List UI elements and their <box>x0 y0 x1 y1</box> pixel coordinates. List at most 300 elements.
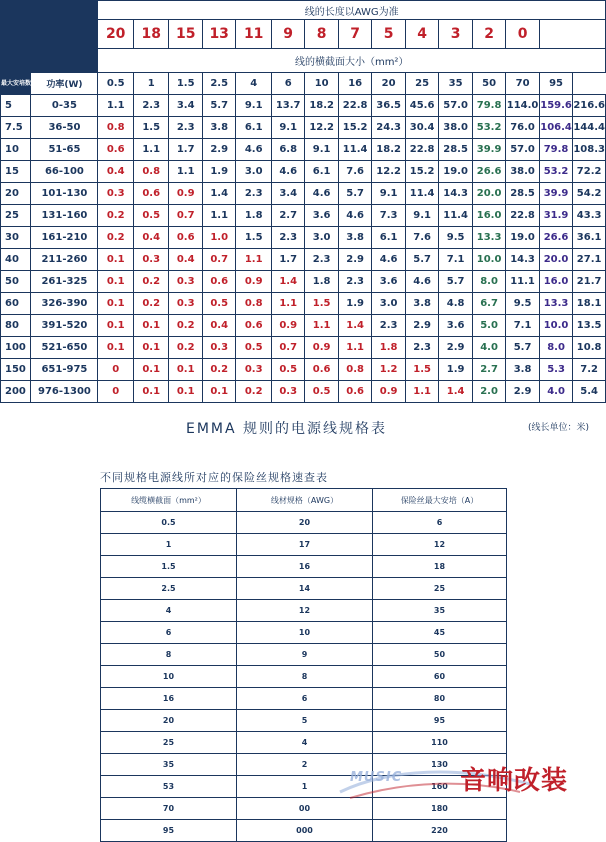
fuse-area: 35 <box>101 754 237 776</box>
length-value: 1.1 <box>305 315 338 337</box>
length-value: 15.2 <box>338 117 371 139</box>
length-value: 2.0 <box>472 381 505 403</box>
length-value: 1.5 <box>133 117 169 139</box>
length-value: 38.0 <box>439 117 472 139</box>
length-value: 3.4 <box>271 183 304 205</box>
length-value: 0.6 <box>169 227 202 249</box>
length-value: 9.5 <box>506 293 539 315</box>
length-value: 4.0 <box>472 337 505 359</box>
length-value: 14.3 <box>506 249 539 271</box>
length-value: 9.1 <box>236 95 272 117</box>
length-value: 22.8 <box>338 95 371 117</box>
length-value: 0.1 <box>133 337 169 359</box>
length-value: 10.0 <box>539 315 572 337</box>
length-value: 0.1 <box>98 271 134 293</box>
fuse-awg: 4 <box>237 732 373 754</box>
length-value: 0.6 <box>236 315 272 337</box>
fuse-area: 95 <box>101 820 237 842</box>
length-value: 1.1 <box>202 205 235 227</box>
fuse-header-amp: 保险丝最大安培（A） <box>373 489 507 512</box>
length-value: 1.1 <box>98 95 134 117</box>
power-range: 391-520 <box>31 315 98 337</box>
awg-value: 18 <box>133 20 169 49</box>
length-value: 5.7 <box>439 271 472 293</box>
fuse-awg: 00 <box>237 798 373 820</box>
length-value: 16.0 <box>539 271 572 293</box>
length-value: 2.3 <box>305 249 338 271</box>
length-value: 13.3 <box>472 227 505 249</box>
length-value: 72.2 <box>573 161 606 183</box>
length-value: 2.9 <box>506 381 539 403</box>
length-value: 53.2 <box>472 117 505 139</box>
length-value: 1.7 <box>169 139 202 161</box>
length-value: 0.7 <box>169 205 202 227</box>
length-value: 15.2 <box>405 161 438 183</box>
fuse-area: 16 <box>101 688 237 710</box>
length-value: 0.2 <box>133 271 169 293</box>
amp-header: 最大安培数(A) <box>1 73 31 95</box>
unit-note: (线长单位：米) <box>528 423 590 433</box>
length-value: 1.2 <box>372 359 405 381</box>
length-value: 0.3 <box>133 249 169 271</box>
fuse-awg: 10 <box>237 622 373 644</box>
length-value: 9.1 <box>271 117 304 139</box>
length-value: 24.3 <box>372 117 405 139</box>
length-value: 0.8 <box>133 161 169 183</box>
length-value: 9.1 <box>405 205 438 227</box>
length-value: 2.9 <box>202 139 235 161</box>
fuse-header-row <box>101 489 507 512</box>
length-value: 27.1 <box>573 249 606 271</box>
fuse-amp: 220 <box>373 820 507 842</box>
length-value: 0.3 <box>236 359 272 381</box>
size-header: 16 <box>338 73 371 95</box>
length-value: 0.1 <box>133 381 169 403</box>
fuse-area: 6 <box>101 622 237 644</box>
length-value: 0.9 <box>372 381 405 403</box>
length-value: 11.4 <box>338 139 371 161</box>
fuse-row <box>101 644 507 666</box>
power-range: 101-130 <box>31 183 98 205</box>
fuse-amp: 50 <box>373 644 507 666</box>
awg-value: 15 <box>169 20 202 49</box>
length-value: 9.1 <box>305 139 338 161</box>
size-header: 4 <box>236 73 272 95</box>
length-value: 19.0 <box>439 161 472 183</box>
length-value: 9.1 <box>372 183 405 205</box>
table-row <box>1 337 606 359</box>
fuse-area: 10 <box>101 666 237 688</box>
wire-length-table <box>0 0 606 403</box>
length-value: 11.4 <box>439 205 472 227</box>
length-value: 1.4 <box>202 183 235 205</box>
length-value: 0.6 <box>305 359 338 381</box>
table-row <box>1 271 606 293</box>
amp-value: 50 <box>1 271 31 293</box>
fuse-awg: 6 <box>237 688 373 710</box>
length-value: 4.0 <box>539 381 572 403</box>
length-value: 0.1 <box>133 315 169 337</box>
fuse-area: 4 <box>101 600 237 622</box>
length-value: 3.8 <box>202 117 235 139</box>
length-value: 0.7 <box>271 337 304 359</box>
fuse-area: 25 <box>101 732 237 754</box>
length-value: 4.6 <box>271 161 304 183</box>
table-row <box>1 139 606 161</box>
table-row <box>1 293 606 315</box>
fuse-row <box>101 534 507 556</box>
length-value: 0.1 <box>169 359 202 381</box>
length-value: 2.9 <box>405 315 438 337</box>
length-value: 1.4 <box>338 315 371 337</box>
length-value: 0.1 <box>98 337 134 359</box>
length-value: 3.6 <box>372 271 405 293</box>
length-value: 54.2 <box>573 183 606 205</box>
length-value: 0.9 <box>271 315 304 337</box>
length-value: 6.8 <box>271 139 304 161</box>
power-range: 36-50 <box>31 117 98 139</box>
length-value: 0.1 <box>133 359 169 381</box>
length-value: 13.7 <box>271 95 304 117</box>
fuse-awg: 000 <box>237 820 373 842</box>
length-value: 0.4 <box>133 227 169 249</box>
size-header: 70 <box>506 73 539 95</box>
fuse-row <box>101 710 507 732</box>
length-value: 4.6 <box>338 205 371 227</box>
length-value: 0.5 <box>305 381 338 403</box>
awg-value: 9 <box>271 20 304 49</box>
fuse-awg: 8 <box>237 666 373 688</box>
length-value: 7.2 <box>573 359 606 381</box>
length-value: 3.6 <box>439 315 472 337</box>
length-value: 5.0 <box>472 315 505 337</box>
awg-value: 0 <box>506 20 539 49</box>
power-range: 66-100 <box>31 161 98 183</box>
length-value: 2.9 <box>338 249 371 271</box>
fuse-awg: 9 <box>237 644 373 666</box>
length-value: 1.1 <box>338 337 371 359</box>
fuse-area: 1.5 <box>101 556 237 578</box>
length-value: 79.8 <box>472 95 505 117</box>
length-value: 7.6 <box>405 227 438 249</box>
power-range: 0-35 <box>31 95 98 117</box>
length-value: 45.6 <box>405 95 438 117</box>
fuse-awg: 1 <box>237 776 373 798</box>
length-value: 1.1 <box>271 293 304 315</box>
length-value: 16.0 <box>472 205 505 227</box>
fuse-area: 53 <box>101 776 237 798</box>
length-value: 6.7 <box>472 293 505 315</box>
size-header: 95 <box>539 73 572 95</box>
power-range: 261-325 <box>31 271 98 293</box>
length-value: 7.1 <box>506 315 539 337</box>
length-value: 3.8 <box>338 227 371 249</box>
size-row <box>1 73 606 95</box>
length-value: 53.2 <box>539 161 572 183</box>
length-caption: 线的长度以AWG为准 <box>98 1 606 20</box>
awg-value: 5 <box>372 20 405 49</box>
power-range: 521-650 <box>31 337 98 359</box>
size-header: 25 <box>405 73 438 95</box>
watermark-brand: 音响改装 <box>460 766 569 796</box>
length-value: 5.7 <box>506 337 539 359</box>
length-value: 0.2 <box>169 337 202 359</box>
table-row <box>1 95 606 117</box>
length-value: 0.2 <box>236 381 272 403</box>
length-value: 13.5 <box>573 315 606 337</box>
length-value: 28.5 <box>439 139 472 161</box>
length-value: 5.3 <box>539 359 572 381</box>
length-value: 0.8 <box>236 293 272 315</box>
length-value: 8.0 <box>539 337 572 359</box>
fuse-row <box>101 600 507 622</box>
awg-value: 3 <box>439 20 472 49</box>
fuse-amp: 6 <box>373 512 507 534</box>
fuse-amp: 60 <box>373 666 507 688</box>
length-value: 1.9 <box>338 293 371 315</box>
length-value: 0.2 <box>202 359 235 381</box>
length-value: 6.1 <box>372 227 405 249</box>
length-value: 9.5 <box>439 227 472 249</box>
amp-value: 20 <box>1 183 31 205</box>
table-corner <box>1 1 98 73</box>
fuse-amp: 110 <box>373 732 507 754</box>
length-value: 1.5 <box>305 293 338 315</box>
length-value: 0.6 <box>133 183 169 205</box>
amp-value: 150 <box>1 359 31 381</box>
fuse-amp: 45 <box>373 622 507 644</box>
fuse-area: 20 <box>101 710 237 732</box>
length-value: 0.1 <box>98 293 134 315</box>
length-value: 0.9 <box>169 183 202 205</box>
awg-value: 13 <box>202 20 235 49</box>
length-value: 1.5 <box>405 359 438 381</box>
length-value: 5.7 <box>202 95 235 117</box>
fuse-row <box>101 820 507 842</box>
fuse-amp: 35 <box>373 600 507 622</box>
amp-value: 5 <box>1 95 31 117</box>
length-value: 18.1 <box>573 293 606 315</box>
length-value: 79.8 <box>539 139 572 161</box>
length-value: 0.3 <box>169 271 202 293</box>
length-value: 0 <box>98 359 134 381</box>
length-value: 4.6 <box>405 271 438 293</box>
length-value: 57.0 <box>506 139 539 161</box>
table-row <box>1 381 606 403</box>
amp-value: 10 <box>1 139 31 161</box>
size-header: 0.5 <box>98 73 134 95</box>
length-value: 1.1 <box>133 139 169 161</box>
length-value: 0.1 <box>202 381 235 403</box>
length-value: 1.4 <box>439 381 472 403</box>
length-value: 2.3 <box>405 337 438 359</box>
table-row <box>1 359 606 381</box>
fuse-awg: 5 <box>237 710 373 732</box>
power-range: 51-65 <box>31 139 98 161</box>
power-range: 651-975 <box>31 359 98 381</box>
size-header: 20 <box>372 73 405 95</box>
length-value: 114.0 <box>506 95 539 117</box>
length-value: 3.4 <box>169 95 202 117</box>
length-value: 3.0 <box>372 293 405 315</box>
length-value: 1.0 <box>202 227 235 249</box>
length-value: 3.0 <box>305 227 338 249</box>
length-value: 2.7 <box>271 205 304 227</box>
length-value: 0 <box>98 381 134 403</box>
length-value: 0.5 <box>271 359 304 381</box>
fuse-row <box>101 578 507 600</box>
fuse-title: 不同规格电源线所对应的保险丝规格速查表 <box>100 471 328 484</box>
fuse-awg: 14 <box>237 578 373 600</box>
length-value: 22.8 <box>405 139 438 161</box>
length-value: 3.8 <box>506 359 539 381</box>
length-value: 2.7 <box>472 359 505 381</box>
fuse-amp: 18 <box>373 556 507 578</box>
awg-value: 11 <box>236 20 272 49</box>
fuse-row <box>101 556 507 578</box>
length-value: 5.4 <box>573 381 606 403</box>
length-value: 10.8 <box>573 337 606 359</box>
length-value: 0.3 <box>271 381 304 403</box>
awg-value: 4 <box>405 20 438 49</box>
length-value: 10.0 <box>472 249 505 271</box>
length-value: 0.5 <box>236 337 272 359</box>
length-value: 0.6 <box>338 381 371 403</box>
length-value: 0.6 <box>202 271 235 293</box>
length-value: 0.4 <box>98 161 134 183</box>
length-value: 18.2 <box>372 139 405 161</box>
length-value: 0.1 <box>98 249 134 271</box>
length-value: 38.0 <box>506 161 539 183</box>
fuse-area: 8 <box>101 644 237 666</box>
length-value: 108.3 <box>573 139 606 161</box>
amp-value: 40 <box>1 249 31 271</box>
fuse-awg: 16 <box>237 556 373 578</box>
length-value: 12.2 <box>372 161 405 183</box>
table-row <box>1 205 606 227</box>
length-value: 1.4 <box>271 271 304 293</box>
length-value: 22.8 <box>506 205 539 227</box>
length-value: 0.3 <box>202 337 235 359</box>
length-value: 30.4 <box>405 117 438 139</box>
length-value: 39.9 <box>472 139 505 161</box>
length-value: 1.8 <box>236 205 272 227</box>
fuse-amp: 12 <box>373 534 507 556</box>
length-value: 7.6 <box>338 161 371 183</box>
amp-value: 100 <box>1 337 31 359</box>
length-value: 5.7 <box>338 183 371 205</box>
length-value: 7.3 <box>372 205 405 227</box>
table-row <box>1 227 606 249</box>
length-value: 36.1 <box>573 227 606 249</box>
fuse-area: 70 <box>101 798 237 820</box>
length-value: 0.4 <box>169 249 202 271</box>
length-value: 6.1 <box>305 161 338 183</box>
length-value: 159.6 <box>539 95 572 117</box>
amp-value: 25 <box>1 205 31 227</box>
length-value: 0.3 <box>98 183 134 205</box>
fuse-amp: 130 <box>373 754 507 776</box>
amp-value: 80 <box>1 315 31 337</box>
amp-value: 200 <box>1 381 31 403</box>
length-value: 3.0 <box>236 161 272 183</box>
fuse-area: 1 <box>101 534 237 556</box>
length-value: 2.3 <box>372 315 405 337</box>
awg-value: 8 <box>305 20 338 49</box>
length-value: 26.6 <box>472 161 505 183</box>
length-value: 2.3 <box>169 117 202 139</box>
length-value: 39.9 <box>539 183 572 205</box>
main-title: EMMA 规则的电源线规格表 <box>186 421 388 437</box>
area-caption: 线的横截面大小（mm²） <box>98 49 606 73</box>
length-value: 0.5 <box>202 293 235 315</box>
length-value: 1.9 <box>439 359 472 381</box>
size-header: 10 <box>305 73 338 95</box>
length-value: 21.7 <box>573 271 606 293</box>
fuse-area: 2.5 <box>101 578 237 600</box>
table-row <box>1 161 606 183</box>
length-value: 26.6 <box>539 227 572 249</box>
length-value: 3.6 <box>305 205 338 227</box>
length-value: 4.6 <box>372 249 405 271</box>
amp-value: 7.5 <box>1 117 31 139</box>
power-range: 326-390 <box>31 293 98 315</box>
fuse-amp: 25 <box>373 578 507 600</box>
length-value: 31.9 <box>539 205 572 227</box>
table-row <box>1 249 606 271</box>
length-value: 43.3 <box>573 205 606 227</box>
awg-value: 7 <box>338 20 371 49</box>
length-value: 0.1 <box>169 381 202 403</box>
fuse-amp: 180 <box>373 798 507 820</box>
fuse-awg: 20 <box>237 512 373 534</box>
length-value: 1.7 <box>271 249 304 271</box>
fuse-area: 0.5 <box>101 512 237 534</box>
length-value: 0.8 <box>338 359 371 381</box>
length-value: 1.1 <box>405 381 438 403</box>
length-value: 57.0 <box>439 95 472 117</box>
length-value: 0.2 <box>98 205 134 227</box>
size-header: 1.5 <box>169 73 202 95</box>
power-header: 功率(W) <box>31 73 98 95</box>
length-value: 2.3 <box>271 227 304 249</box>
length-value: 106.4 <box>539 117 572 139</box>
length-value: 1.8 <box>372 337 405 359</box>
size-header: 1 <box>133 73 169 95</box>
length-value: 0.6 <box>98 139 134 161</box>
amp-value: 30 <box>1 227 31 249</box>
length-value: 0.2 <box>98 227 134 249</box>
length-value: 1.8 <box>305 271 338 293</box>
length-value: 2.9 <box>439 337 472 359</box>
fuse-row <box>101 512 507 534</box>
length-value: 0.9 <box>305 337 338 359</box>
fuse-header-area: 线缆横截面（mm²） <box>101 489 237 512</box>
length-value: 4.6 <box>236 139 272 161</box>
length-value: 1.5 <box>236 227 272 249</box>
fuse-row <box>101 622 507 644</box>
length-value: 19.0 <box>506 227 539 249</box>
awg-value <box>539 20 605 49</box>
length-value: 0.7 <box>202 249 235 271</box>
length-value: 18.2 <box>305 95 338 117</box>
length-value: 3.8 <box>405 293 438 315</box>
length-value: 2.3 <box>236 183 272 205</box>
length-value: 2.3 <box>133 95 169 117</box>
fuse-row <box>101 688 507 710</box>
power-range: 211-260 <box>31 249 98 271</box>
watermark-latin: MUSIC <box>350 770 403 785</box>
